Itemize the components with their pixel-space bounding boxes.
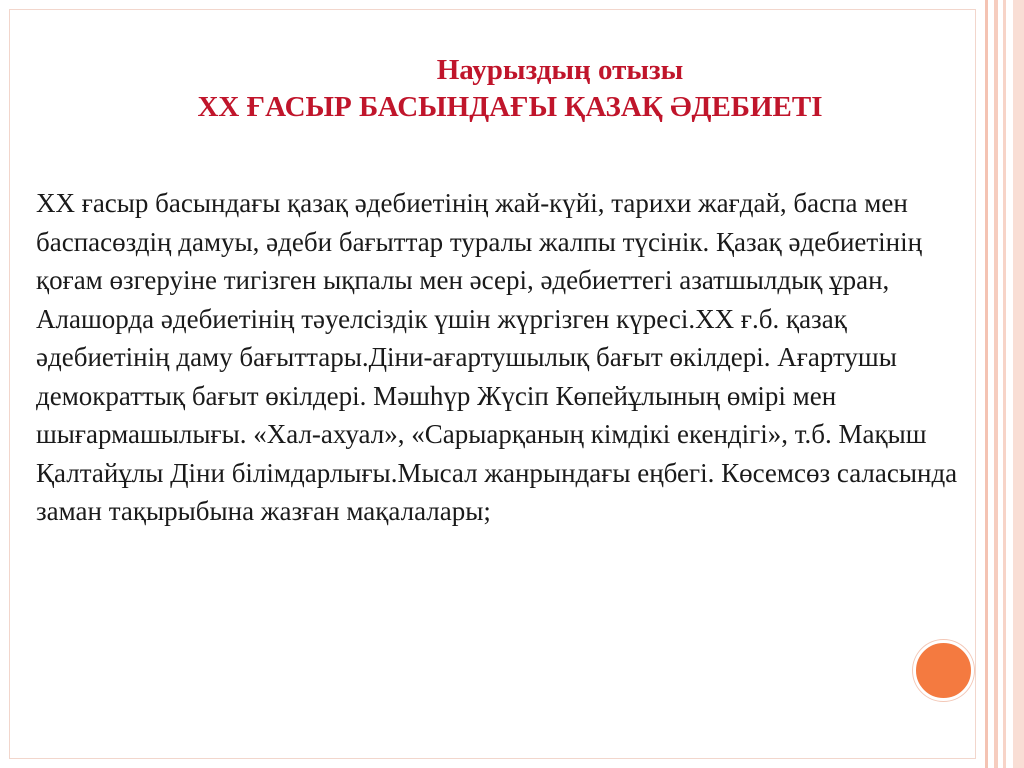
- orange-circle-decoration: [913, 640, 974, 701]
- decorative-stripe: [994, 0, 998, 768]
- title-topic: XX ҒАСЫР БАСЫНДАҒЫ ҚАЗАҚ ӘДЕБИЕТІ: [197, 91, 823, 123]
- decorative-stripe: [1003, 0, 1006, 768]
- slide-body-text: XX ғасыр басындағы қазақ әдебиетінің жай-күйі, тарихи жағдай, баспа мен баспасөздің дамуы, әдеби бағыттар туралы жалпы түсінік. Қазақ әдебиетінің қоғам өзгеруіне тигізген ықпалы мен әсері, әдебиеттегі азатшылдық ұран, Алашорда әдебиетінің тәуелсіздік үшін жүргізген күресі.XX ғ.б. қазақ әдебиетінің даму бағыттары.Діни-ағартушылық бағыт өкілдері. Ағартушы демократтық бағыт өкілдері. Мәшһүр Жүсіп Көпейұлының өмірі мен шығармашылығы. «Хал-ахуал», «Сарыарқаның кімдікі екендігі», т.б. Мақыш Қалтайұлы Діни білімдарлығы.Мысал жанрындағы еңбегі. Көсемсөз саласында заман тақырыбына жазған мақалалары;: [36, 188, 958, 526]
- decorative-stripe: [1013, 0, 1024, 768]
- title-date: Наурыздың отызы: [436, 54, 684, 86]
- slide-title: [60, 52, 960, 126]
